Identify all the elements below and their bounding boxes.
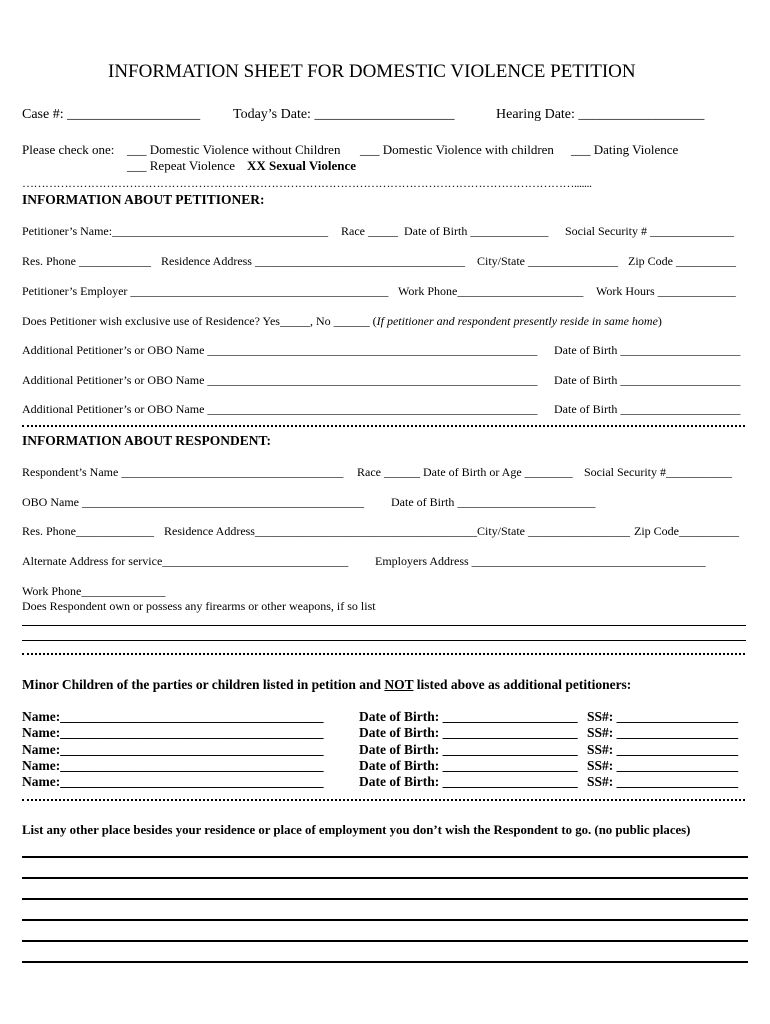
minor-children-heading-rest: listed above as additional petitioners: <box>413 677 632 692</box>
respondent-work-phone-field[interactable]: Work Phone______________ <box>22 584 166 598</box>
excluded-places-line-1[interactable] <box>22 856 748 858</box>
exclusive-residence-text: Does Petitioner wish exclusive use of Residence? Yes_____, No ______ ( <box>22 314 377 328</box>
excluded-places-heading: List any other place besides your residence or place of employment you don’t wish the Respondent to go. (no public places) <box>22 823 691 837</box>
additional-petitioner-dob-3[interactable]: Date of Birth ____________________ <box>554 402 741 416</box>
respondent-alternate-address-field[interactable]: Alternate Address for service_______________________________ <box>22 554 349 568</box>
child-dob-field[interactable]: Date of Birth: ____________________ <box>359 774 578 789</box>
todays-date-field[interactable]: Today’s Date: ____________________ <box>233 107 455 122</box>
child-ss-field[interactable]: SS#: __________________ <box>587 742 739 757</box>
child-name-field[interactable]: Name:_______________________________________ <box>22 725 324 740</box>
petitioner-work-hours-field[interactable]: Work Hours _____________ <box>596 284 736 298</box>
dotted-separator-top: ………………………………………………………………………………………………………………………………....... <box>22 176 592 190</box>
excluded-places-line-2[interactable] <box>22 877 748 879</box>
petitioner-ssn-field[interactable]: Social Security # ______________ <box>565 224 734 238</box>
respondent-city-state-field[interactable]: City/State _________________ <box>477 524 630 538</box>
exclusive-residence-question[interactable] <box>22 314 662 328</box>
case-number-field[interactable]: Case #: ___________________ <box>22 107 201 122</box>
respondent-ssn-field[interactable]: Social Security #___________ <box>584 465 732 479</box>
petitioner-race-field[interactable]: Race _____ <box>341 224 398 238</box>
page-title: INFORMATION SHEET FOR DOMESTIC VIOLENCE PETITION <box>108 61 636 82</box>
excluded-places-line-5[interactable] <box>22 940 748 942</box>
child-ss-field[interactable]: SS#: __________________ <box>587 725 739 740</box>
respondent-res-phone-field[interactable]: Res. Phone_____________ <box>22 524 154 538</box>
child-ss-field[interactable]: SS#: __________________ <box>587 709 739 724</box>
child-ss-field[interactable]: SS#: __________________ <box>587 758 739 773</box>
option-dv-without-children[interactable]: ___ Domestic Violence without Children <box>127 142 341 157</box>
option-dating-violence[interactable]: ___ Dating Violence <box>571 142 679 157</box>
respondent-dob-age-field[interactable]: Date of Birth or Age ________ <box>423 465 573 479</box>
child-dob-field[interactable]: Date of Birth: ____________________ <box>359 742 578 757</box>
respondent-obo-name-field[interactable]: OBO Name _______________________________________________ <box>22 495 364 509</box>
child-dob-field[interactable]: Date of Birth: ____________________ <box>359 725 578 740</box>
minor-children-heading <box>22 677 631 693</box>
respondent-obo-dob-field[interactable]: Date of Birth _______________________ <box>391 495 596 509</box>
child-dob-field[interactable]: Date of Birth: ____________________ <box>359 758 578 773</box>
hearing-date-field[interactable]: Hearing Date: __________________ <box>496 107 705 122</box>
firearms-answer-line-2[interactable] <box>22 640 746 641</box>
child-dob-field[interactable]: Date of Birth: ____________________ <box>359 709 578 724</box>
child-ss-field[interactable]: SS#: __________________ <box>587 774 739 789</box>
excluded-places-line-4[interactable] <box>22 919 748 921</box>
additional-petitioner-dob-2[interactable]: Date of Birth ____________________ <box>554 373 741 387</box>
additional-petitioner-name-1[interactable]: Additional Petitioner’s or OBO Name _______________________________________________________ <box>22 343 538 357</box>
petitioner-name-field[interactable]: Petitioner’s Name:____________________________________ <box>22 224 329 238</box>
petitioner-res-phone-field[interactable]: Res. Phone ____________ <box>22 254 151 268</box>
petitioner-work-phone-field[interactable]: Work Phone_____________________ <box>398 284 584 298</box>
petitioner-employer-field[interactable]: Petitioner’s Employer ___________________________________________ <box>22 284 389 298</box>
child-name-field[interactable]: Name:_______________________________________ <box>22 758 324 773</box>
dotted-separator <box>22 799 745 801</box>
respondent-employers-address-field[interactable]: Employers Address _______________________________________ <box>375 554 706 568</box>
exclusive-residence-close: ) <box>657 314 662 328</box>
respondent-zip-field[interactable]: Zip Code__________ <box>634 524 739 538</box>
minor-children-heading-not: NOT <box>384 677 414 692</box>
minor-children-heading-text: Minor Children of the parties or children listed in petition and <box>22 677 385 692</box>
firearms-answer-line-1[interactable] <box>22 625 746 626</box>
petitioner-heading: INFORMATION ABOUT PETITIONER: <box>22 192 265 207</box>
respondent-name-field[interactable]: Respondent’s Name _____________________________________ <box>22 465 344 479</box>
child-name-field[interactable]: Name:_______________________________________ <box>22 742 324 757</box>
option-repeat-violence[interactable]: ___ Repeat Violence <box>127 158 235 173</box>
dotted-separator <box>22 653 745 655</box>
excluded-places-line-6[interactable] <box>22 961 748 963</box>
respondent-race-field[interactable]: Race ______ <box>357 465 420 479</box>
child-name-field[interactable]: Name:_______________________________________ <box>22 774 324 789</box>
respondent-residence-address-field[interactable]: Residence Address_____________________________________ <box>164 524 477 538</box>
petitioner-city-state-field[interactable]: City/State _______________ <box>477 254 618 268</box>
check-one-prompt: Please check one: <box>22 142 115 157</box>
option-dv-with-children[interactable]: ___ Domestic Violence with children <box>360 142 554 157</box>
option-sexual-violence[interactable]: XX Sexual Violence <box>247 158 357 173</box>
petitioner-residence-address-field[interactable]: Residence Address ___________________________________ <box>161 254 465 268</box>
additional-petitioner-dob-1[interactable]: Date of Birth ____________________ <box>554 343 741 357</box>
excluded-places-line-3[interactable] <box>22 898 748 900</box>
child-name-field[interactable]: Name:_______________________________________ <box>22 709 324 724</box>
petitioner-dob-field[interactable]: Date of Birth _____________ <box>404 224 549 238</box>
petitioner-zip-field[interactable]: Zip Code __________ <box>628 254 736 268</box>
respondent-heading: INFORMATION ABOUT RESPONDENT: <box>22 433 272 448</box>
additional-petitioner-name-2[interactable]: Additional Petitioner’s or OBO Name _______________________________________________________ <box>22 373 538 387</box>
exclusive-residence-note: If petitioner and respondent presently reside in same home <box>376 314 658 328</box>
dotted-separator <box>22 425 745 427</box>
respondent-firearms-question: Does Respondent own or possess any firearms or other weapons, if so list <box>22 599 376 613</box>
additional-petitioner-name-3[interactable]: Additional Petitioner’s or OBO Name _______________________________________________________ <box>22 402 538 416</box>
